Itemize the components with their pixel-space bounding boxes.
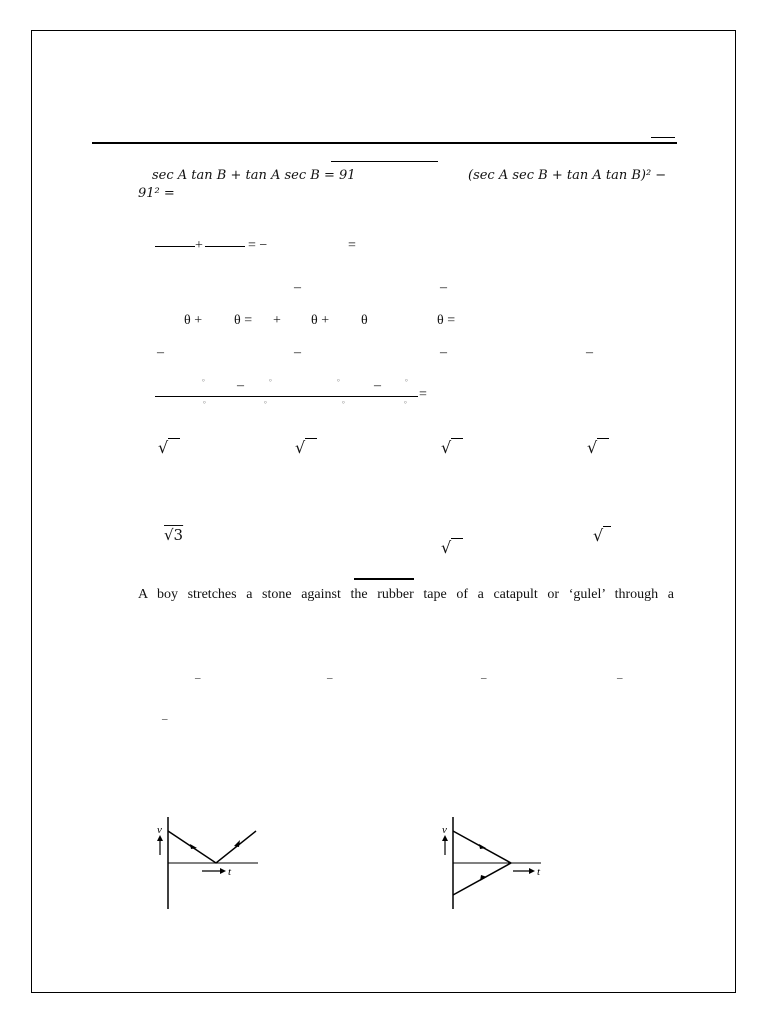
x-axis-label: t [228,866,232,878]
blank-line [331,161,438,162]
sqrt-symbol: √ [441,438,452,457]
degree-mark: ° [269,378,272,386]
equals-minus: = − [248,238,268,253]
option-dash: – [327,672,333,684]
option-c-value [441,538,463,557]
curve-arrow [234,840,240,847]
sqrt-symbol: √ [441,538,452,557]
degree-mark: ° [404,400,407,408]
option-dash: – [617,672,623,684]
degree-mark: ° [264,400,267,408]
sqrt-symbol: √ [587,438,598,457]
question-mark-line [354,578,414,580]
x-arrow-head [529,868,535,874]
degree-mark: ° [203,400,206,408]
dash-mark: – [294,280,301,295]
sqrt-option [587,438,609,457]
sqrt-symbol: √ [593,526,604,545]
velocity-time-graph-a [150,815,270,915]
theta-term: θ = [437,313,456,328]
plus-sign: + [273,313,281,328]
long-fraction-line [155,396,418,397]
option-d-value [593,526,611,545]
curve-arrow [480,875,487,881]
fraction-line [205,246,245,247]
option-dash: – [195,672,201,684]
curve-arrow [190,844,197,849]
graph-curve [168,831,256,863]
option-dash: – [440,345,447,360]
minus-sign: – [374,378,381,393]
x-axis-label: t [537,866,541,878]
question-text: A boy stretches a stone against the rubber tape of a catapult or ‘gulel’ through a [138,587,674,602]
option-dash: – [294,345,301,360]
velocity-time-graph-b [435,815,555,915]
minus-sign: – [237,378,244,393]
plus-sign: + [195,238,203,253]
option-a-value: √3 [164,526,184,544]
fraction-line [155,246,195,247]
x-arrow-head [220,868,226,874]
equation-given: sec A tan B + tan A sec B = 91 [152,168,356,183]
header-rule [92,142,677,144]
degree-mark: ° [405,378,408,386]
sqrt-option [441,438,463,457]
theta-term: θ + [311,313,330,328]
theta-term: θ + [184,313,203,328]
equation-asked-cont: 91² = [138,186,175,201]
equation-asked: (sec A sec B + tan A tan B)² − [468,168,667,183]
sqrt-option [158,438,180,457]
option-dash: – [157,345,164,360]
sqrt-symbol: √ [295,438,306,457]
sqrt-symbol: √ [158,438,169,457]
equals-sign: = [419,387,427,402]
degree-mark: ° [202,378,205,386]
theta-term: θ [361,313,368,328]
option-dash: – [481,672,487,684]
degree-mark: ° [337,378,340,386]
equals-sign: = [348,238,356,253]
sqrt-option [295,438,317,457]
y-axis-label: v [442,824,447,836]
header-mark [651,137,675,138]
dash-mark: – [440,280,447,295]
y-axis-label: v [157,824,162,836]
degree-mark: ° [342,400,345,408]
option-dash: – [586,345,593,360]
option-dash: – [162,713,168,725]
theta-term: θ = [234,313,253,328]
